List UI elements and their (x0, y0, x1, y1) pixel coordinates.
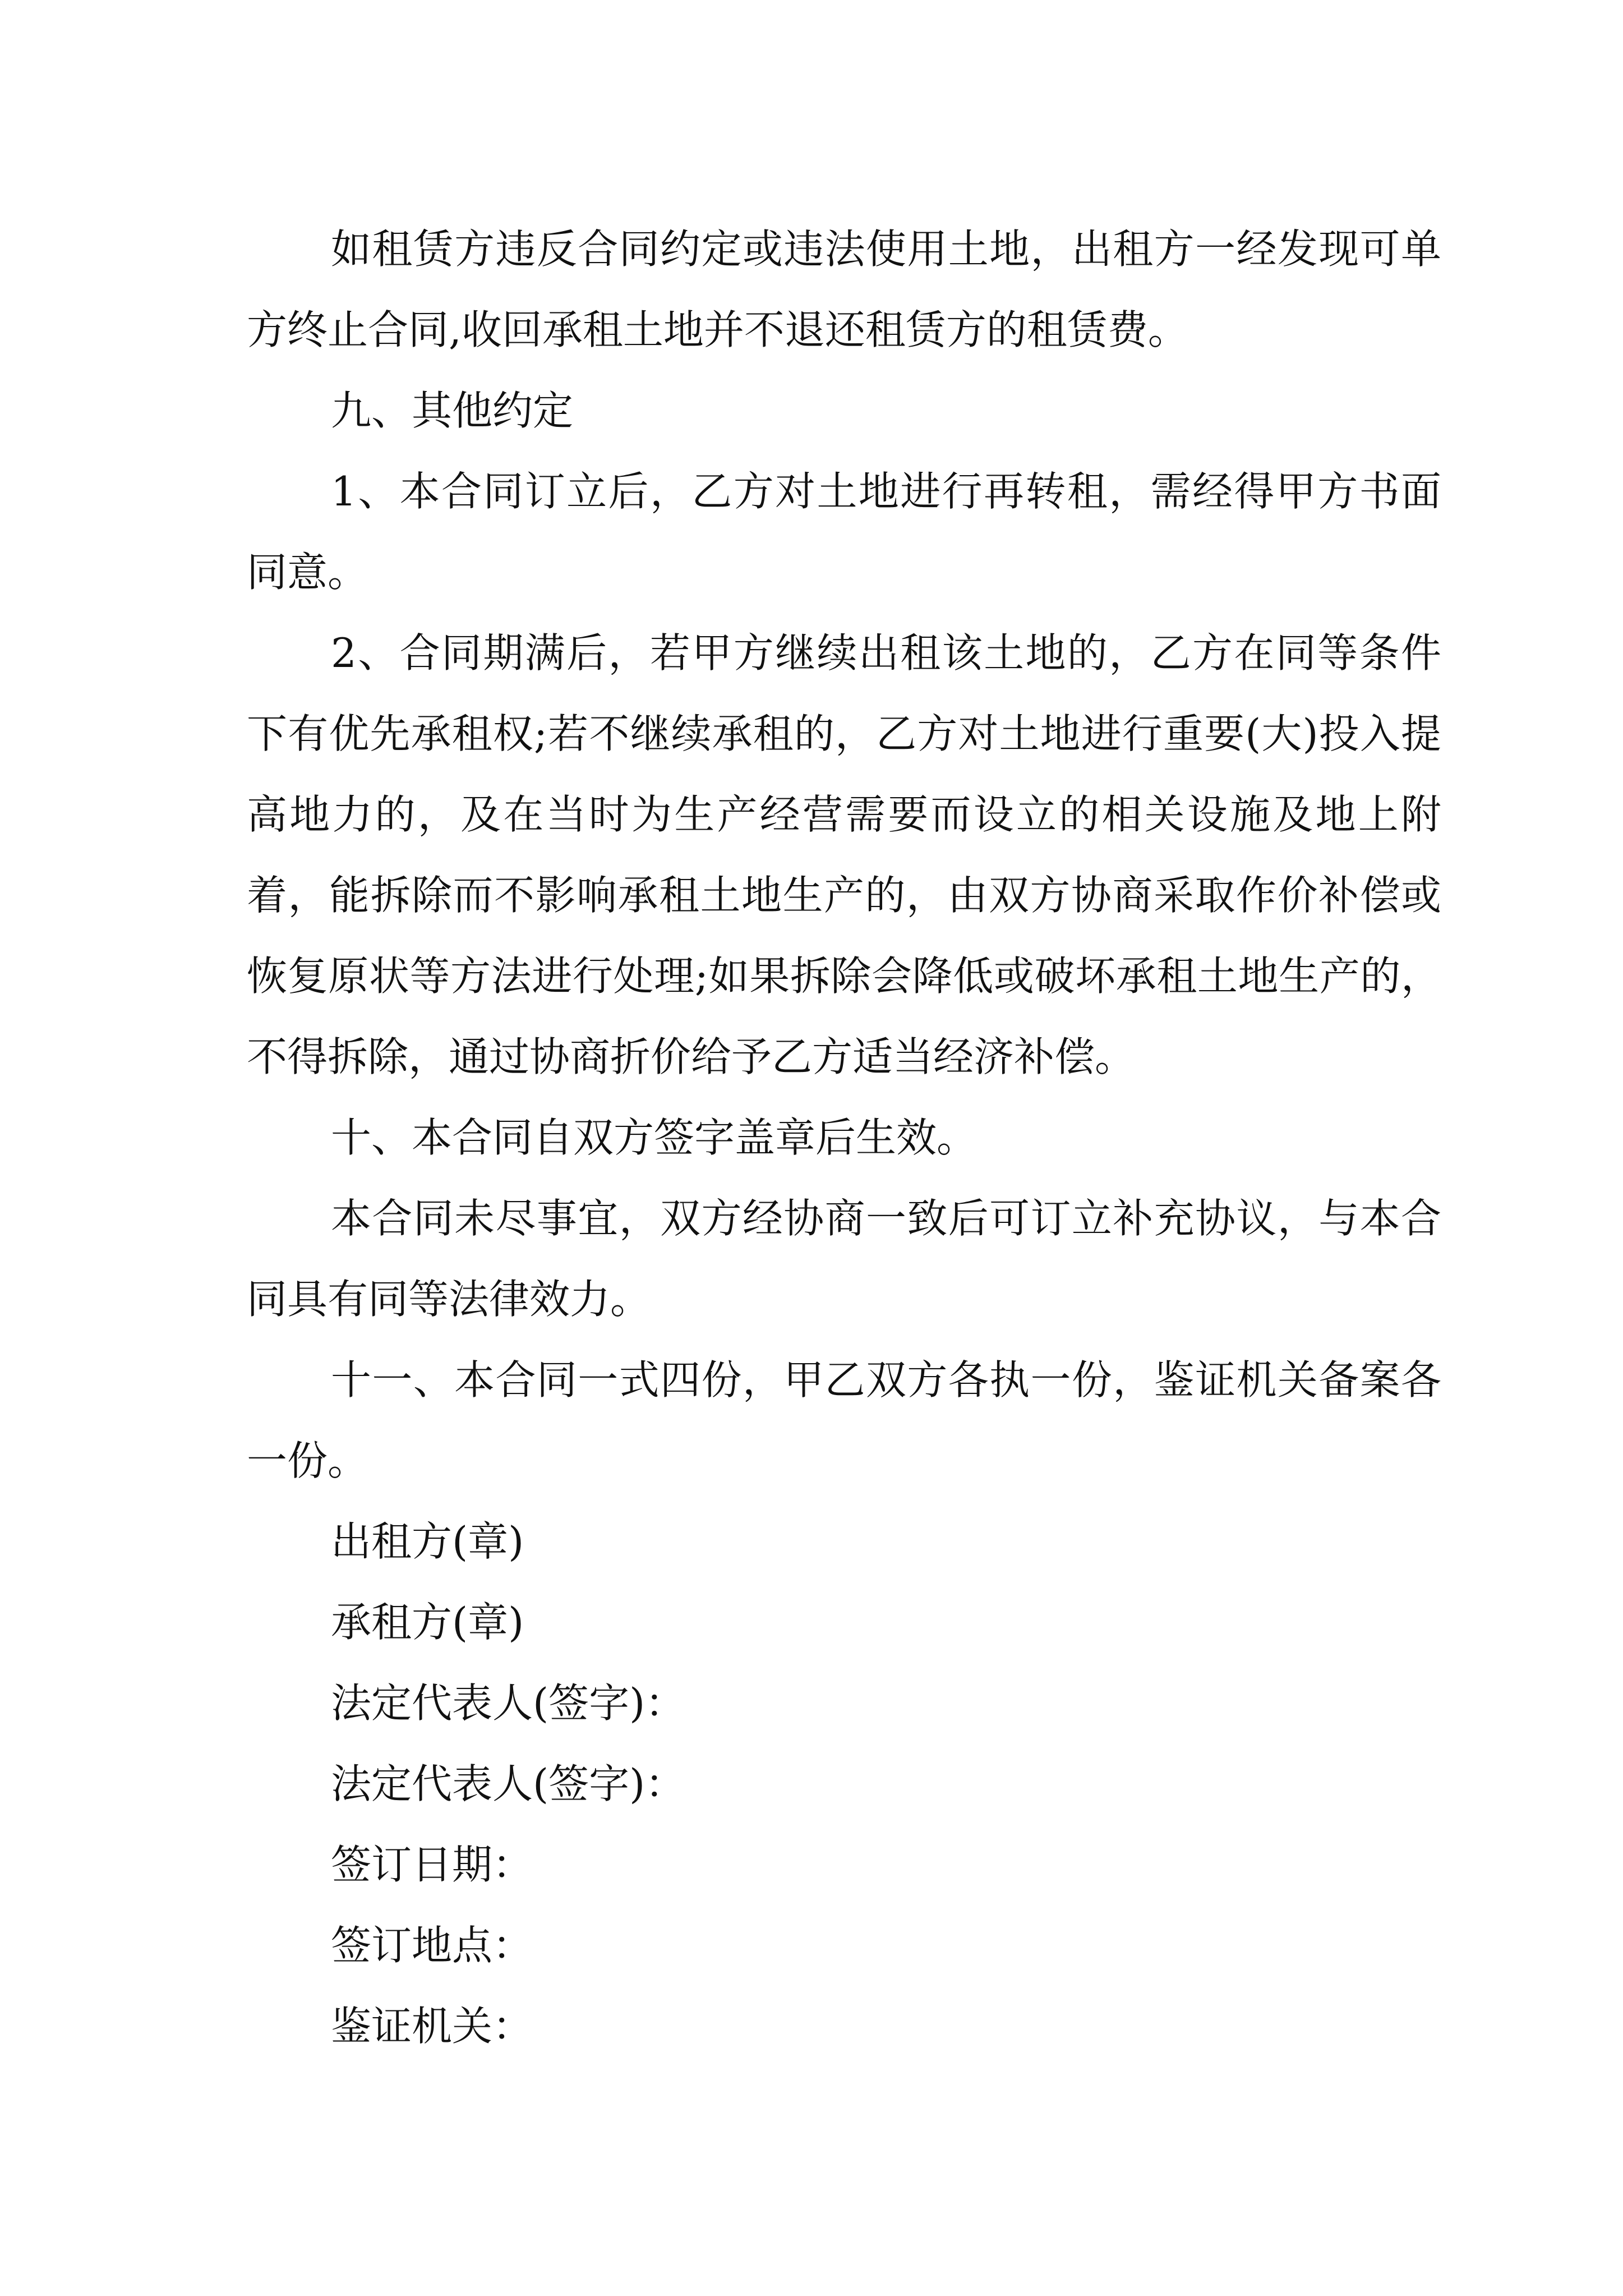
paragraph-renewal-clause: 2、合同期满后，若甲方继续出租该土地的，乙方在同等条件下有优先承租权;若不继续承租的，乙方对土地进行重要(大)投入提高地力的，及在当时为生产经营需要而设立的相关设施及地上附着，能拆除而不影响承租土地生产的，由双方协商采取作价补偿或恢复原状等方法进行处理;如果拆除会降低或破坏承租土地生产的，不得拆除，通过协商折价给予乙方适当经济补偿。 (247, 629, 1441, 1080)
document-body (247, 209, 1441, 2067)
signature-lessor-seal: 出租方(章) (331, 1518, 524, 1565)
section-heading-other-terms: 九、其他约定 (331, 387, 574, 434)
section-heading-effectiveness: 十、本合同自双方签字盖章后生效。 (331, 1114, 978, 1161)
section-heading-copies: 十一、本合同一式四份，甲乙双方各执一份，鉴证机关备案各一份。 (247, 1356, 1441, 1484)
signature-legal-representative-1: 法定代表人(签字)： (331, 1680, 686, 1727)
signature-legal-representative-2: 法定代表人(签字)： (331, 1760, 686, 1807)
signature-lessee-seal: 承租方(章) (331, 1599, 524, 1646)
signature-notary-field: 鉴证机关： (331, 2003, 533, 2050)
paragraph-supplementary-agreement: 本合同未尽事宜，双方经协商一致后可订立补充协议，与本合同具有同等法律效力。 (247, 1195, 1441, 1323)
paragraph-termination-clause: 如租赁方违反合同约定或违法使用土地，出租方一经发现可单方终止合同,收回承租土地并不退还租赁方的租赁费。 (247, 226, 1441, 353)
paragraph-sublease-clause: 1、本合同订立后，乙方对土地进行再转租，需经得甲方书面同意。 (247, 468, 1441, 596)
signature-date-field: 签订日期： (331, 1841, 533, 1888)
signature-place-field: 签订地点： (331, 1922, 533, 1969)
